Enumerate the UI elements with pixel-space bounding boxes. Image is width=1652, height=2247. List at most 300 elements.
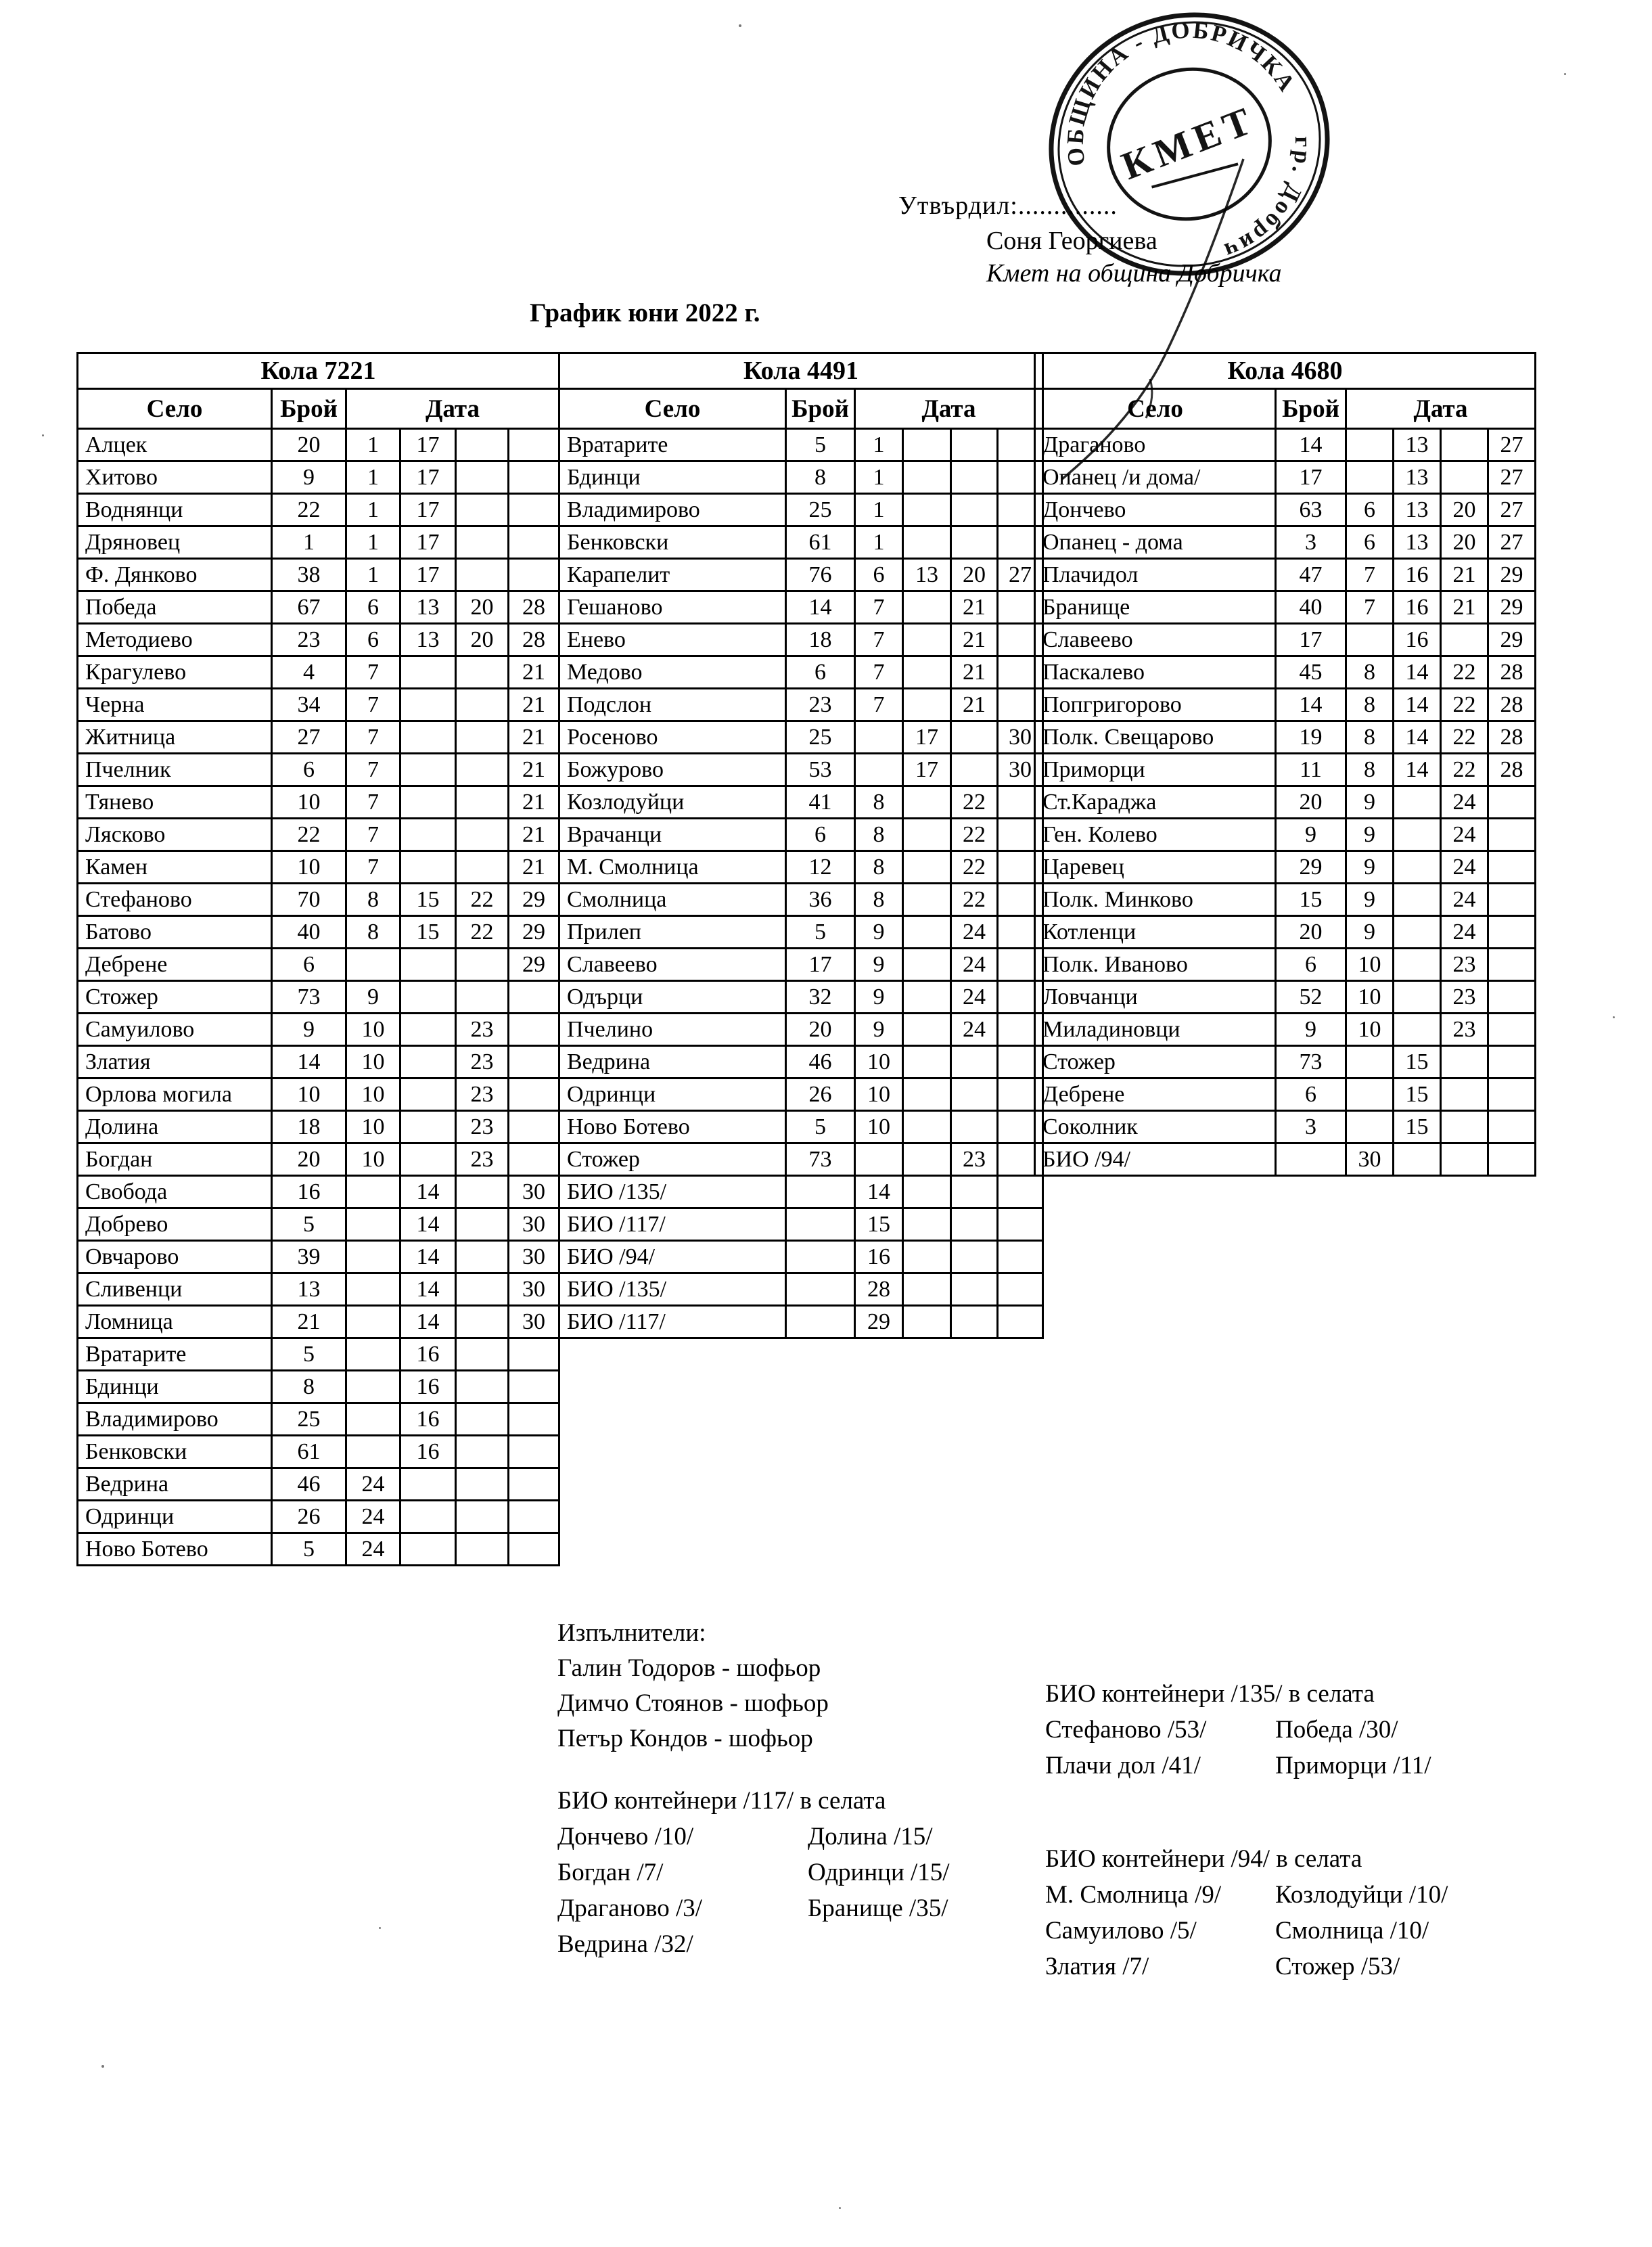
date-cell: 24: [346, 1468, 400, 1501]
date-cell: [400, 1501, 456, 1533]
date-cell: [951, 526, 998, 559]
date-cell: 1: [346, 461, 400, 494]
date-cell: [1488, 851, 1536, 884]
bio-section-117: [557, 1784, 950, 1962]
date-cell: [951, 494, 998, 526]
date-cell: 27: [998, 559, 1043, 591]
date-cell: [1346, 429, 1394, 461]
village-cell: Камен: [78, 851, 272, 884]
date-cell: 23: [1441, 1014, 1488, 1046]
date-cell: 8: [855, 851, 903, 884]
village-cell: Славеево: [1035, 624, 1276, 656]
count-cell: 61: [786, 526, 855, 559]
table-row: [559, 1111, 1043, 1143]
date-cell: 24: [346, 1501, 400, 1533]
village-cell: Житница: [78, 721, 272, 754]
table-row: [559, 461, 1043, 494]
count-cell: [786, 1176, 855, 1208]
village-cell: Опанец - дома: [1035, 526, 1276, 559]
date-cell: [400, 1533, 456, 1566]
date-cell: [855, 721, 903, 754]
date-cell: 21: [1441, 591, 1488, 624]
table-row: [78, 1371, 559, 1403]
village-cell: Паскалево: [1035, 656, 1276, 689]
bio-village-count: Победа /30/: [1275, 1716, 1398, 1744]
date-cell: [998, 1208, 1043, 1241]
date-cell: 1: [855, 429, 903, 461]
date-cell: 10: [346, 1014, 400, 1046]
count-cell: 10: [272, 1079, 346, 1111]
count-cell: 10: [272, 786, 346, 819]
date-cell: [509, 1046, 559, 1079]
count-cell: 25: [786, 721, 855, 754]
date-cell: [1488, 916, 1536, 949]
approval-label: Утвърдил:..............: [898, 191, 1118, 220]
village-cell: Славеево: [559, 949, 786, 981]
table-row: [1035, 916, 1536, 949]
count-cell: 20: [1276, 786, 1346, 819]
village-cell: Сливенци: [78, 1273, 272, 1306]
table-row: [78, 884, 559, 916]
table-row: [1035, 494, 1536, 526]
date-cell: [903, 1208, 951, 1241]
date-cell: 29: [855, 1306, 903, 1338]
bio-section-94: [1045, 1842, 1448, 1984]
date-cell: 13: [1394, 494, 1441, 526]
count-cell: 45: [1276, 656, 1346, 689]
date-cell: [1346, 1111, 1394, 1143]
table-row: [78, 916, 559, 949]
count-cell: 23: [786, 689, 855, 721]
date-cell: 13: [1394, 461, 1441, 494]
date-cell: 17: [400, 429, 456, 461]
date-cell: 10: [1346, 981, 1394, 1014]
count-cell: 18: [786, 624, 855, 656]
scan-speck: [1613, 1016, 1615, 1018]
count-cell: 9: [272, 1014, 346, 1046]
date-cell: 1: [855, 526, 903, 559]
date-cell: [456, 754, 509, 786]
bio-village-count: Ведрина /32/: [557, 1930, 693, 1958]
village-cell: Долина: [78, 1111, 272, 1143]
date-cell: [1394, 1143, 1441, 1176]
date-cell: 23: [951, 1143, 998, 1176]
date-cell: 30: [509, 1273, 559, 1306]
village-cell: Богдан: [78, 1143, 272, 1176]
date-cell: [400, 819, 456, 851]
bio-village-count: Бранище /35/: [808, 1894, 948, 1922]
date-cell: [1394, 819, 1441, 851]
table-row: [78, 1468, 559, 1501]
village-cell: Орлова могила: [78, 1079, 272, 1111]
count-cell: 73: [786, 1143, 855, 1176]
table-row: [78, 591, 559, 624]
count-cell: 46: [786, 1046, 855, 1079]
date-cell: 10: [855, 1046, 903, 1079]
village-cell: Стожер: [78, 981, 272, 1014]
date-cell: [951, 1306, 998, 1338]
date-cell: 8: [1346, 721, 1394, 754]
count-cell: 17: [786, 949, 855, 981]
date-cell: 1: [346, 429, 400, 461]
date-cell: [509, 1079, 559, 1111]
date-cell: [346, 1436, 400, 1468]
table-row: [1035, 819, 1536, 851]
count-cell: 5: [786, 1111, 855, 1143]
bio-village-count: Одринци /15/: [808, 1859, 950, 1886]
date-cell: 24: [1441, 819, 1488, 851]
date-cell: 15: [1394, 1046, 1441, 1079]
date-cell: [1488, 1143, 1536, 1176]
date-cell: [951, 429, 998, 461]
date-cell: 7: [855, 624, 903, 656]
scan-speck: [839, 2207, 841, 2209]
village-cell: Карапелит: [559, 559, 786, 591]
count-cell: 5: [786, 916, 855, 949]
count-cell: 29: [1276, 851, 1346, 884]
bio-village-count: Долина /15/: [808, 1823, 933, 1851]
count-cell: 14: [786, 591, 855, 624]
count-cell: 47: [1276, 559, 1346, 591]
village-cell: Дряновец: [78, 526, 272, 559]
date-cell: 15: [1394, 1079, 1441, 1111]
date-cell: [951, 1046, 998, 1079]
date-cell: 30: [509, 1176, 559, 1208]
column-header-date: Дата: [855, 389, 1043, 429]
village-cell: Ф. Дянково: [78, 559, 272, 591]
date-cell: [903, 526, 951, 559]
date-cell: [903, 1046, 951, 1079]
date-cell: [903, 1079, 951, 1111]
village-cell: Батово: [78, 916, 272, 949]
village-cell: Пчелино: [559, 1014, 786, 1046]
date-cell: 8: [855, 884, 903, 916]
date-cell: 20: [456, 624, 509, 656]
count-cell: 63: [1276, 494, 1346, 526]
date-cell: [903, 624, 951, 656]
date-cell: [346, 1403, 400, 1436]
table-row: [559, 526, 1043, 559]
date-cell: [951, 461, 998, 494]
table-row: [559, 1306, 1043, 1338]
count-cell: 6: [1276, 949, 1346, 981]
scan-speck: [739, 24, 741, 27]
count-cell: 14: [1276, 429, 1346, 461]
date-cell: 21: [509, 721, 559, 754]
date-cell: [1488, 1111, 1536, 1143]
table-row: [78, 1436, 559, 1468]
table-row: [78, 1241, 559, 1273]
date-cell: [1394, 981, 1441, 1014]
date-cell: 21: [951, 689, 998, 721]
village-cell: Бдинци: [78, 1371, 272, 1403]
schedule-table-car-4491: [558, 352, 1044, 1339]
table-row: [78, 981, 559, 1014]
count-cell: 40: [272, 916, 346, 949]
date-cell: [1394, 949, 1441, 981]
table-row: [78, 461, 559, 494]
date-cell: [400, 1111, 456, 1143]
date-cell: [400, 786, 456, 819]
village-cell: Добрево: [78, 1208, 272, 1241]
date-cell: 7: [855, 591, 903, 624]
date-cell: [903, 981, 951, 1014]
date-cell: [903, 819, 951, 851]
table-row: [1035, 624, 1536, 656]
table-row: [559, 981, 1043, 1014]
bio-village-count: Богдан /7/: [557, 1859, 664, 1886]
village-cell: Ст.Караджа: [1035, 786, 1276, 819]
date-cell: [951, 1273, 998, 1306]
date-cell: 21: [509, 689, 559, 721]
count-cell: 17: [1276, 461, 1346, 494]
table-row: [78, 1208, 559, 1241]
date-cell: [1441, 624, 1488, 656]
date-cell: 10: [1346, 1014, 1394, 1046]
scan-speck: [101, 2065, 104, 2068]
count-cell: 13: [272, 1273, 346, 1306]
date-cell: 23: [1441, 981, 1488, 1014]
village-cell: Полк. Минково: [1035, 884, 1276, 916]
date-cell: [903, 689, 951, 721]
table-row: [78, 949, 559, 981]
date-cell: [903, 884, 951, 916]
count-cell: 9: [272, 461, 346, 494]
table-row: [78, 429, 559, 461]
date-cell: 30: [509, 1241, 559, 1273]
village-cell: Победа: [78, 591, 272, 624]
table-row: [78, 689, 559, 721]
executors-block: [557, 1616, 829, 1756]
executor-line: Петър Кондов - шофьор: [557, 1725, 813, 1752]
date-cell: [400, 949, 456, 981]
column-header-village: Село: [1035, 389, 1276, 429]
table-row: [78, 1273, 559, 1306]
table-row: [78, 494, 559, 526]
count-cell: 20: [786, 1014, 855, 1046]
date-cell: 21: [1441, 559, 1488, 591]
table-row: [1035, 591, 1536, 624]
count-cell: 5: [786, 429, 855, 461]
count-cell: 26: [272, 1501, 346, 1533]
count-cell: 70: [272, 884, 346, 916]
village-cell: Вратарите: [559, 429, 786, 461]
count-cell: 1: [272, 526, 346, 559]
table-row: [559, 754, 1043, 786]
village-cell: Ловчанци: [1035, 981, 1276, 1014]
count-cell: 6: [786, 656, 855, 689]
count-cell: 40: [1276, 591, 1346, 624]
table-row: [78, 1501, 559, 1533]
date-cell: [509, 1436, 559, 1468]
date-cell: 7: [855, 656, 903, 689]
date-cell: 20: [1441, 494, 1488, 526]
date-cell: [1346, 461, 1394, 494]
date-cell: 9: [1346, 884, 1394, 916]
table-row: [78, 1176, 559, 1208]
date-cell: 7: [1346, 559, 1394, 591]
table-row: [78, 1403, 559, 1436]
date-cell: 8: [1346, 754, 1394, 786]
date-cell: [346, 1176, 400, 1208]
stamp-center-text: КМЕТ: [1116, 97, 1262, 188]
date-cell: [509, 981, 559, 1014]
date-cell: [456, 1208, 509, 1241]
table-row: [78, 721, 559, 754]
village-cell: Миладиновци: [1035, 1014, 1276, 1046]
table-row: [1035, 461, 1536, 494]
table-row: [78, 1533, 559, 1566]
count-cell: 25: [786, 494, 855, 526]
date-cell: 27: [1488, 429, 1536, 461]
count-cell: 25: [272, 1403, 346, 1436]
count-cell: 20: [272, 1143, 346, 1176]
bio-village-count: Стефаново /53/: [1045, 1716, 1207, 1744]
date-cell: 16: [855, 1241, 903, 1273]
village-cell: Стефаново: [78, 884, 272, 916]
date-cell: [509, 429, 559, 461]
car-title: Кола 4680: [1035, 353, 1536, 389]
date-cell: [509, 1403, 559, 1436]
date-cell: 23: [456, 1046, 509, 1079]
date-cell: [998, 1241, 1043, 1273]
date-cell: 28: [855, 1273, 903, 1306]
table-row: [559, 786, 1043, 819]
table-row: [559, 1176, 1043, 1208]
date-cell: 20: [456, 591, 509, 624]
date-cell: 15: [400, 884, 456, 916]
count-cell: [786, 1208, 855, 1241]
date-cell: 16: [1394, 591, 1441, 624]
bio-village-count: М. Смолница /9/: [1045, 1881, 1222, 1909]
date-cell: 24: [346, 1533, 400, 1566]
date-cell: 17: [903, 721, 951, 754]
date-cell: [509, 1143, 559, 1176]
date-cell: [456, 526, 509, 559]
count-cell: [1276, 1143, 1346, 1176]
table-row: [1035, 429, 1536, 461]
date-cell: [903, 656, 951, 689]
date-cell: [456, 721, 509, 754]
date-cell: 28: [1488, 721, 1536, 754]
date-cell: 9: [1346, 819, 1394, 851]
village-cell: Козлодуйци: [559, 786, 786, 819]
count-cell: 20: [272, 429, 346, 461]
date-cell: 14: [1394, 754, 1441, 786]
date-cell: 8: [346, 916, 400, 949]
date-cell: 27: [1488, 526, 1536, 559]
bio-village-count: Козлодуйци /10/: [1275, 1881, 1448, 1909]
date-cell: 30: [509, 1306, 559, 1338]
executor-line: Димчо Стоянов - шофьор: [557, 1689, 829, 1717]
date-cell: 21: [509, 851, 559, 884]
date-cell: [951, 1079, 998, 1111]
village-cell: Свобода: [78, 1176, 272, 1208]
date-cell: [400, 1143, 456, 1176]
count-cell: 27: [272, 721, 346, 754]
table-row: [559, 1273, 1043, 1306]
date-cell: [1441, 1143, 1488, 1176]
date-cell: [903, 429, 951, 461]
date-cell: [456, 429, 509, 461]
table-row: [78, 1079, 559, 1111]
date-cell: 9: [855, 949, 903, 981]
date-cell: [1441, 429, 1488, 461]
date-cell: [456, 1533, 509, 1566]
column-header-date: Дата: [1346, 389, 1536, 429]
date-cell: [903, 494, 951, 526]
date-cell: [509, 1371, 559, 1403]
table-row: [559, 689, 1043, 721]
bio-village-count: Златия /7/: [1045, 1953, 1149, 1980]
date-cell: 13: [400, 591, 456, 624]
date-cell: 22: [951, 819, 998, 851]
count-cell: 14: [272, 1046, 346, 1079]
table-row: [559, 624, 1043, 656]
date-cell: 1: [855, 461, 903, 494]
date-cell: 7: [346, 689, 400, 721]
date-cell: 6: [1346, 494, 1394, 526]
village-cell: Ведрина: [559, 1046, 786, 1079]
date-cell: [1488, 1014, 1536, 1046]
village-cell: Росеново: [559, 721, 786, 754]
village-cell: Смолница: [559, 884, 786, 916]
date-cell: 22: [1441, 656, 1488, 689]
date-cell: [456, 689, 509, 721]
date-cell: 29: [509, 916, 559, 949]
date-cell: [903, 786, 951, 819]
date-cell: [903, 1176, 951, 1208]
count-cell: 5: [272, 1208, 346, 1241]
date-cell: 22: [456, 916, 509, 949]
scan-speck: [1564, 73, 1566, 75]
count-cell: 8: [272, 1371, 346, 1403]
date-cell: 21: [951, 591, 998, 624]
date-cell: [456, 1338, 509, 1371]
count-cell: 20: [1276, 916, 1346, 949]
count-cell: 39: [272, 1241, 346, 1273]
date-cell: [509, 1338, 559, 1371]
village-cell: Подслон: [559, 689, 786, 721]
date-cell: 7: [346, 656, 400, 689]
date-cell: 24: [951, 981, 998, 1014]
table-row: [78, 1014, 559, 1046]
table-row: [78, 1143, 559, 1176]
date-cell: 23: [456, 1111, 509, 1143]
count-cell: 14: [1276, 689, 1346, 721]
village-cell: Методиево: [78, 624, 272, 656]
count-cell: 15: [1276, 884, 1346, 916]
date-cell: 20: [1441, 526, 1488, 559]
date-cell: [346, 1371, 400, 1403]
date-cell: [1346, 1079, 1394, 1111]
date-cell: [903, 1143, 951, 1176]
date-cell: [1441, 1046, 1488, 1079]
table-row: [78, 656, 559, 689]
executor-line: Галин Тодоров - шофьор: [557, 1654, 821, 1682]
date-cell: 9: [1346, 916, 1394, 949]
table-row: [1035, 851, 1536, 884]
table-row: [78, 1111, 559, 1143]
date-cell: 22: [951, 884, 998, 916]
date-cell: 15: [400, 916, 456, 949]
date-cell: [346, 949, 400, 981]
count-cell: 17: [1276, 624, 1346, 656]
date-cell: 7: [346, 754, 400, 786]
date-cell: 10: [346, 1079, 400, 1111]
table-row: [559, 1241, 1043, 1273]
date-cell: [903, 1306, 951, 1338]
